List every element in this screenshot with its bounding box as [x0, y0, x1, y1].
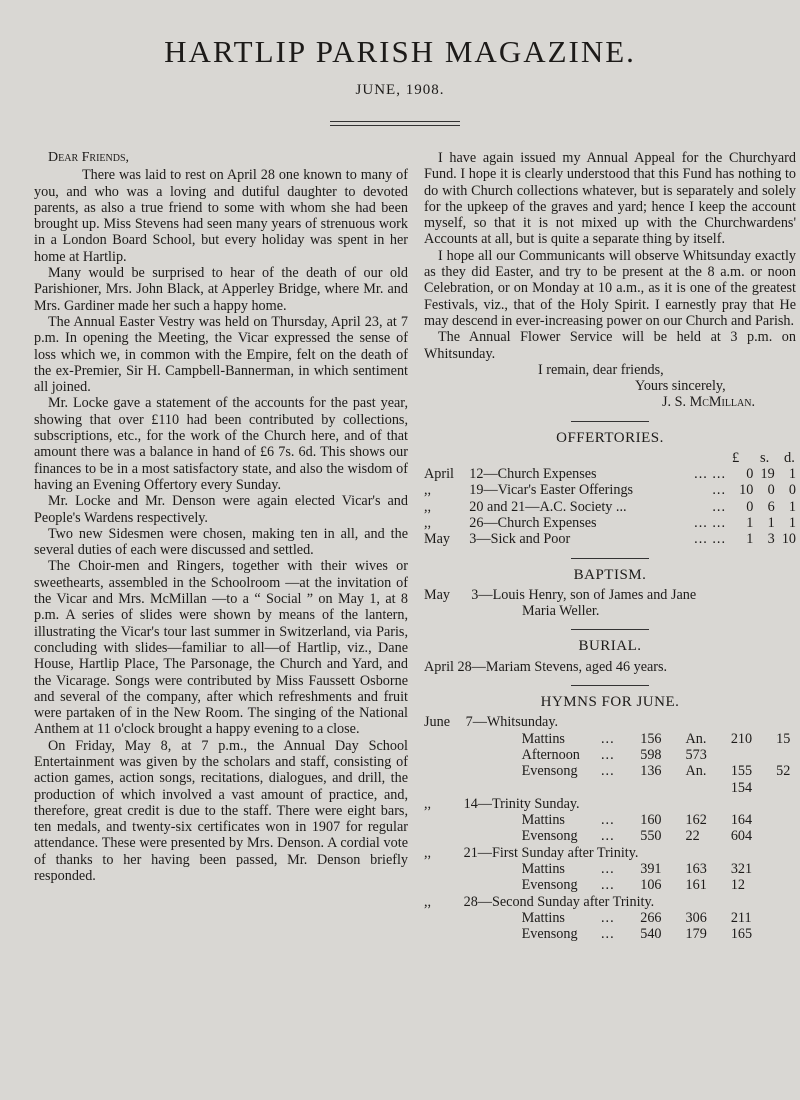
offertory-day: 3— [469, 531, 491, 548]
spacer [424, 780, 464, 796]
leader-dots: ... [600, 812, 615, 829]
spacer [424, 861, 464, 877]
hymn-number [776, 828, 796, 844]
hymn-number [686, 780, 731, 796]
hymn-number: 155 [730, 763, 753, 780]
hymn-service-row [424, 780, 796, 796]
hymn-number: 15 [776, 730, 791, 747]
service-name: Mattins [521, 812, 565, 829]
hymn-service-row [424, 861, 796, 877]
section-divider [571, 421, 649, 422]
offertory-row [424, 531, 796, 547]
hymn-number: 161 [685, 877, 707, 894]
hymn-month: June [424, 714, 451, 731]
hymn-number: 160 [640, 812, 662, 829]
hymn-number: 136 [640, 763, 662, 780]
hymn-sunday-row [424, 894, 796, 910]
leader-dots: ... [712, 482, 726, 499]
hymn-number: An. [685, 730, 707, 747]
hymn-number: 156 [640, 730, 662, 747]
leader-dots: ... [600, 828, 615, 845]
offertories-column-headers [424, 450, 796, 466]
hymn-service-row [424, 926, 796, 942]
spacer [424, 926, 464, 942]
service-name: Evensong [521, 763, 578, 780]
baptism-entry [424, 587, 796, 620]
leader-dots: ... [600, 860, 615, 877]
salutation: Dear Friends, [48, 150, 130, 165]
service-name: Mattins [521, 730, 565, 747]
hymn-number [776, 780, 796, 796]
offertory-description [461, 466, 732, 482]
service-name: Evensong [521, 877, 578, 894]
hymn-service-row [424, 877, 796, 893]
hymn-number: 52 [776, 763, 791, 780]
hymn-number: 163 [685, 860, 707, 877]
baptism-line: 3—Louis Henry, son of James and Jane [471, 586, 697, 603]
letter-paragraph: There was laid to rest on April 28 one known to many of you, and who was a loving and dutiful daughter to devoted parents, as also a true friend to some with whom she had been brought up. Miss Stevens had seen many years of strenuous work in a London Board School, but every holiday was spent in her home at Hartlip. [34, 167, 408, 265]
leader-dots: ... ... [694, 531, 726, 548]
pence-value: 1 [788, 514, 796, 531]
hymn-service-row [424, 747, 796, 763]
pence-value: 0 [788, 482, 796, 499]
leader-dots: ... [600, 926, 615, 943]
hymn-number: 540 [640, 926, 662, 943]
letter-paragraph: I have again issued my Annual Appeal for the Churchyard Fund. I hope it is clearly understood that this Fund has nothing to do with Church collections whatever, but is separately and solely for the upkeep of the graves and yard; hence I keep the account myself, so that it is not mixed up with the Churchwardens' Accounts at all, but is quite a separate thing by itself. [424, 150, 796, 248]
spacer [424, 763, 464, 779]
baptism-heading: BAPTISM. [573, 566, 647, 583]
hymn-number: 598 [640, 746, 662, 763]
hymn-sunday-row [424, 845, 796, 861]
section-divider [571, 558, 649, 559]
hymn-service-row [424, 812, 796, 828]
letter-paragraph: Mr. Locke and Mr. Denson were again elected Vicar's and People's Wardens respectively. [34, 493, 408, 526]
offertory-description [461, 531, 732, 547]
leader-dots [601, 780, 640, 796]
hymn-number: 321 [730, 860, 753, 877]
offertory-row [424, 515, 796, 531]
letter-paragraph: I hope all our Communicants will observe Whitsunday exactly as they did Easter, and try to be present at the 8 a.m. or noon Celebration, or on Monday at 10 a.m., as it is one of the greatest Festivals, viz., that of the Holy Spirit. I earnestly pray that He may descend in ever-increasing power on our Church and Parish. [424, 247, 796, 329]
letter-paragraph: On Friday, May 8, at 7 p.m., the Annual Day School Entertainment was given by the scholars and staff, consisting of action games, action songs, recitations, dialogues, and drill, the production of which involved a vast amount of practice, and, therefore, great credit is due to the staff. There were eight bars, ten medals, and twenty-six certificates won in 1907 for regular attendance. These were presented by Mrs. Denson. A cordial vote of thanks to her having been passed, Mr. Denson briefly responded. [34, 737, 408, 885]
hymn-number: 210 [730, 730, 753, 747]
right-column [424, 150, 796, 942]
offertory-desc-text: Church Expenses [497, 514, 597, 531]
hymn-sunday-label: 14—Trinity Sunday. [463, 795, 580, 812]
spacer [424, 877, 464, 893]
hymn-number: 22 [685, 828, 700, 845]
hymn-service-row [424, 910, 796, 926]
offertory-month: ,, [424, 498, 432, 515]
offertory-row [424, 482, 796, 498]
hymn-number [776, 910, 796, 926]
shillings-value: 3 [767, 531, 775, 548]
offertory-desc-text: A.C. Society ... [539, 498, 627, 515]
offertories-table [424, 466, 796, 547]
offertory-month: ,, [424, 514, 432, 531]
offertory-month: April [424, 466, 454, 483]
offertory-day: 19— [469, 482, 498, 499]
hymn-number [776, 926, 796, 942]
service-name: Mattins [521, 909, 565, 926]
offertory-day: 26— [469, 514, 498, 531]
hymn-number: 211 [730, 909, 752, 926]
pounds-value: 0 [746, 466, 754, 483]
baptism-month: May [424, 586, 451, 603]
hymn-number: 179 [685, 926, 707, 943]
burial-heading: BURIAL. [578, 638, 642, 655]
hymn-number: 306 [685, 909, 707, 926]
hymns-table [424, 714, 796, 942]
service-name: Mattins [521, 860, 565, 877]
hymn-sunday-label: 28—Second Sunday after Trinity. [463, 893, 655, 910]
letter-paragraph: The Annual Easter Vestry was held on Thursday, April 23, at 7 p.m. In opening the Meeting, the Vicar expressed the sense of loss which we, in common with the Empire, felt on the death of the ex-Premier, Sir H. Campbell-Bannerman, in which sentiment all joined. [34, 313, 408, 396]
spacer [424, 747, 464, 763]
spacer [424, 828, 464, 844]
hymn-number [776, 877, 796, 893]
spacer [424, 731, 464, 747]
hymn-number: 604 [730, 828, 753, 845]
magazine-title: HARTLIP PARISH MAGAZINE. [164, 34, 636, 69]
pence-value: 10 [781, 531, 796, 548]
hymn-sunday-label: 21—First Sunday after Trinity. [463, 844, 639, 861]
hymn-number [776, 861, 796, 877]
hymn-number: 573 [685, 746, 707, 763]
signature [424, 394, 796, 410]
signature-name: J. S. McMillan. [662, 394, 756, 411]
hymn-service-row [424, 763, 796, 779]
hymns-heading: HYMNS FOR JUNE. [540, 694, 680, 711]
hymn-service-row [424, 828, 796, 844]
letter-paragraph: The Annual Flower Service will be held at 3 p.m. on Whitsunday. [424, 329, 796, 362]
letter-paragraph: Many would be surprised to hear of the death of our old Parishioner, Mrs. John Black, at Apperley Bridge, where Mr. and Mrs. Gardiner made her such a happy home. [34, 265, 408, 314]
hymn-month: ,, [424, 795, 432, 812]
hymn-number: 391 [640, 860, 662, 877]
leader-dots: ... ... [694, 466, 726, 483]
offertory-description [461, 499, 732, 515]
burial-entry: April 28—Mariam Stevens, aged 46 years. [424, 658, 668, 675]
hymn-number: An. [685, 763, 707, 780]
section-divider [571, 685, 649, 686]
pounds-value: 1 [746, 531, 754, 548]
offertory-row [424, 499, 796, 515]
pounds-header: £ [732, 450, 740, 467]
hymn-number: 550 [640, 828, 662, 845]
leader-dots: ... [600, 746, 615, 763]
hymn-sunday-row [424, 714, 796, 730]
offertory-desc-text: Church Expenses [497, 466, 597, 483]
shillings-value: 1 [767, 514, 775, 531]
leader-dots: ... [600, 763, 615, 780]
spacer [424, 812, 464, 828]
section-divider [571, 629, 649, 630]
shillings-value: 6 [767, 498, 775, 515]
service-name: Evensong [521, 828, 578, 845]
pounds-value: 1 [746, 514, 754, 531]
hymn-number [776, 812, 796, 828]
pence-value: 1 [788, 498, 796, 515]
service-name: Evensong [521, 926, 578, 943]
hymn-number [731, 747, 776, 763]
left-column [34, 150, 408, 884]
hymn-sunday-label: 7—Whitsunday. [465, 714, 559, 731]
sign-off: Yours sincerely, [635, 378, 726, 395]
hymn-month: ,, [424, 893, 432, 910]
offertory-desc-text: Sick and Poor [490, 531, 571, 548]
leader-dots: ... [600, 877, 615, 894]
title-divider [330, 121, 460, 126]
offertory-month: May [424, 531, 451, 548]
hymn-number: 106 [640, 877, 662, 894]
shillings-header: s. [760, 450, 770, 467]
pounds-value: 10 [739, 482, 754, 499]
hymn-number: 162 [685, 812, 707, 829]
offertory-day: 20 and 21— [469, 498, 540, 515]
spacer [424, 910, 464, 926]
offertory-row [424, 466, 796, 482]
offertories-heading: OFFERTORIES. [556, 429, 664, 446]
hymn-sunday-row [424, 796, 796, 812]
pounds-value: 0 [746, 498, 754, 515]
closing-line: I remain, dear friends, [538, 361, 664, 378]
service-name: Afternoon [521, 746, 580, 763]
hymn-number: 266 [640, 909, 662, 926]
leader-dots: ... [600, 730, 615, 747]
hymn-number [776, 747, 796, 763]
hymn-number: 165 [730, 926, 753, 943]
letter-paragraph: The Choir-men and Ringers, together with their wives or sweethearts, assembled in the Schoolroom —at the invitation of the Vicar and Mrs. McMillan —to a “ Social ” on May 1, at 8 p.m. A series of slides were shown by means of the lantern, illustrating the Vicar's tour last summer in Switzerland, via Paris, concluding with slides—familiar to all—of Hartlip, viz., Dane House, Hartlip Place, The Parsonage, the Church and Yard, and the Vicarage. Songs were contributed by Miss Faussett Osborne and several of the company, after which refreshments and fruit were partaken of in the New Room. The singing of the National Anthem at 11 o'clock brought a happy evening to a close. [34, 558, 408, 738]
offertory-description [461, 515, 732, 531]
leader-dots: ... [600, 909, 615, 926]
shillings-value: 0 [767, 482, 775, 499]
issue-date: JUNE, 1908. [355, 82, 445, 98]
service-name [464, 780, 601, 796]
offertory-day: 12— [469, 466, 498, 483]
offertory-month: ,, [424, 482, 432, 499]
letter-paragraph: Two new Sidesmen were chosen, making ten in all, and the several duties of each were discussed and settled. [34, 525, 408, 559]
hymn-month: ,, [424, 844, 432, 861]
leader-dots: ... [712, 498, 726, 515]
leader-dots: ... ... [694, 514, 726, 531]
hymn-number: 164 [730, 812, 753, 829]
hymn-number [640, 780, 685, 796]
hymn-number: 12 [730, 877, 745, 894]
baptism-line-continued: Maria Weller. [522, 603, 600, 620]
offertory-description [461, 482, 732, 498]
offertory-desc-text: Vicar's Easter Offerings [497, 482, 634, 499]
pence-value: 1 [788, 466, 796, 483]
letter-paragraph: Mr. Locke gave a statement of the accounts for the past year, showing that over £110 had been contributed by collections, subscriptions, etc., for the work of the Church here, and of that amount there was a balance in hand of £6 7s. 6d. This shows our finances to be in a most satisfactory state, and also the wisdom of having an Evening Offertory every Sunday. [34, 395, 408, 493]
pence-header: d. [784, 450, 795, 467]
hymn-service-row [424, 731, 796, 747]
hymn-number: 154 [730, 779, 753, 796]
shillings-value: 19 [760, 466, 775, 483]
